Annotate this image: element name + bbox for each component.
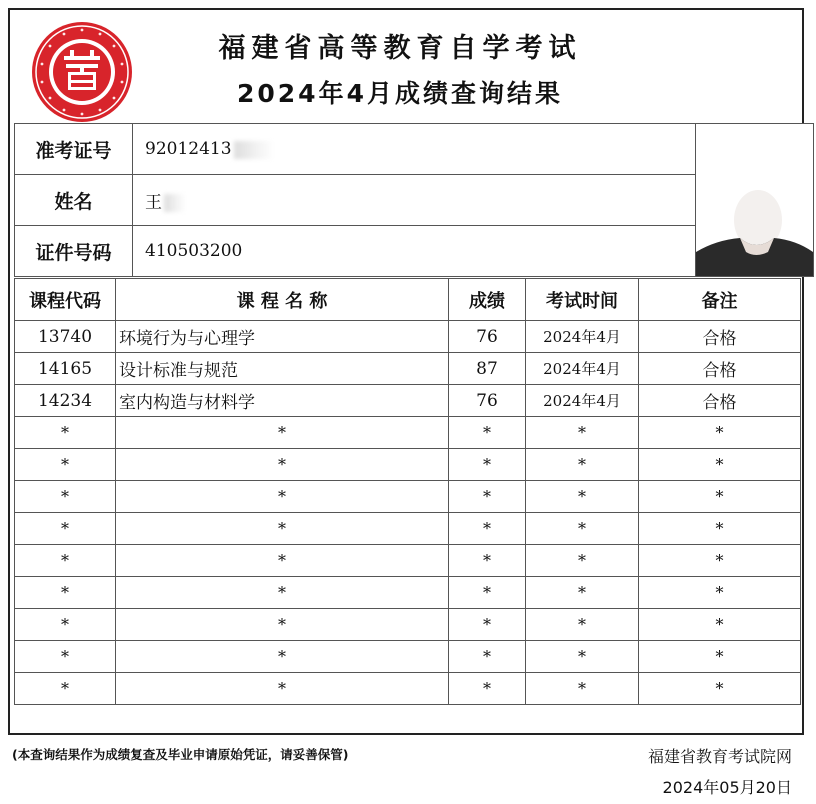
id-value-cell bbox=[133, 124, 696, 175]
score: * bbox=[449, 609, 526, 641]
info-row-id bbox=[15, 124, 814, 175]
course-name: * bbox=[116, 545, 449, 577]
course-code: * bbox=[15, 641, 116, 673]
course-code: * bbox=[15, 513, 116, 545]
course-name: * bbox=[116, 641, 449, 673]
header-course-name: 课 程 名 称 bbox=[116, 279, 449, 321]
exam-time: * bbox=[526, 577, 639, 609]
score: * bbox=[449, 417, 526, 449]
redaction-blur bbox=[234, 141, 274, 159]
score: * bbox=[449, 641, 526, 673]
id-value: 92012413 bbox=[145, 139, 232, 159]
exam-time: * bbox=[526, 481, 639, 513]
course-code: * bbox=[15, 609, 116, 641]
course-name: 设计标准与规范 bbox=[116, 353, 449, 385]
course-name: * bbox=[116, 609, 449, 641]
course-code: * bbox=[15, 481, 116, 513]
name-value-cell bbox=[133, 175, 696, 226]
course-name: 环境行为与心理学 bbox=[116, 321, 449, 353]
exam-time: * bbox=[526, 609, 639, 641]
table-row bbox=[15, 641, 801, 673]
issuer-name: 福建省教育考试院网 bbox=[647, 747, 792, 766]
remark: * bbox=[639, 609, 801, 641]
course-name: * bbox=[116, 673, 449, 705]
remark: * bbox=[639, 545, 801, 577]
exam-time: * bbox=[526, 673, 639, 705]
exam-time: 2024年4月 bbox=[526, 353, 639, 385]
course-name: * bbox=[116, 417, 449, 449]
table-row bbox=[15, 481, 801, 513]
score: 87 bbox=[449, 353, 526, 385]
exam-time: 2024年4月 bbox=[526, 321, 639, 353]
course-name: 室内构造与材料学 bbox=[116, 385, 449, 417]
exam-time: * bbox=[526, 417, 639, 449]
course-code: 14234 bbox=[15, 385, 116, 417]
info-row-cert bbox=[15, 226, 814, 277]
cert-value: 410503200 bbox=[133, 226, 696, 277]
exam-time: * bbox=[526, 513, 639, 545]
score: * bbox=[449, 449, 526, 481]
course-code: * bbox=[15, 449, 116, 481]
cert-label: 证件号码 bbox=[15, 226, 133, 277]
header-course-code: 课程代码 bbox=[15, 279, 116, 321]
table-row bbox=[15, 545, 801, 577]
photo-cell bbox=[696, 124, 814, 277]
score: * bbox=[449, 673, 526, 705]
score: * bbox=[449, 481, 526, 513]
remark: * bbox=[639, 577, 801, 609]
name-label: 姓名 bbox=[15, 175, 133, 226]
exam-institute-seal-icon bbox=[30, 20, 134, 124]
table-row bbox=[15, 609, 801, 641]
exam-time: 2024年4月 bbox=[526, 385, 639, 417]
remark: 合格 bbox=[639, 385, 801, 417]
table-row bbox=[15, 577, 801, 609]
remark: * bbox=[639, 449, 801, 481]
table-row bbox=[15, 321, 801, 353]
table-row bbox=[15, 417, 801, 449]
remark: 合格 bbox=[639, 321, 801, 353]
remark: * bbox=[639, 513, 801, 545]
remark: * bbox=[639, 417, 801, 449]
header-exam-time: 考试时间 bbox=[526, 279, 639, 321]
course-name: * bbox=[116, 577, 449, 609]
name-value: 王 bbox=[145, 192, 162, 213]
exam-time: * bbox=[526, 545, 639, 577]
course-code: * bbox=[15, 673, 116, 705]
course-code: * bbox=[15, 417, 116, 449]
table-row bbox=[15, 449, 801, 481]
exam-time: * bbox=[526, 449, 639, 481]
issue-date: 2024年05月20日 bbox=[662, 778, 792, 797]
remark: * bbox=[639, 481, 801, 513]
score: 76 bbox=[449, 385, 526, 417]
page-title: 福建省高等教育自学考试 bbox=[218, 33, 582, 64]
score: * bbox=[449, 513, 526, 545]
course-name: * bbox=[116, 481, 449, 513]
score: * bbox=[449, 577, 526, 609]
table-row bbox=[15, 353, 801, 385]
remark: * bbox=[639, 641, 801, 673]
remark: 合格 bbox=[639, 353, 801, 385]
course-code: 14165 bbox=[15, 353, 116, 385]
exam-time: * bbox=[526, 641, 639, 673]
footer-note: (本查询结果作为成绩复查及毕业申请原始凭证，请妥善保管) bbox=[12, 747, 349, 762]
remark: * bbox=[639, 673, 801, 705]
course-code: 13740 bbox=[15, 321, 116, 353]
candidate-info-table bbox=[14, 123, 814, 277]
course-code: * bbox=[15, 577, 116, 609]
redaction-blur bbox=[164, 194, 186, 212]
id-label: 准考证号 bbox=[15, 124, 133, 175]
score: 76 bbox=[449, 321, 526, 353]
grades-header-row bbox=[15, 279, 801, 321]
page-subtitle: 2024年4月成绩查询结果 bbox=[237, 79, 563, 108]
course-code: * bbox=[15, 545, 116, 577]
header-remark: 备注 bbox=[639, 279, 801, 321]
candidate-photo bbox=[696, 124, 813, 276]
score: * bbox=[449, 545, 526, 577]
course-name: * bbox=[116, 513, 449, 545]
grades-table bbox=[14, 278, 801, 705]
course-name: * bbox=[116, 449, 449, 481]
table-row bbox=[15, 513, 801, 545]
info-row-name bbox=[15, 175, 814, 226]
table-row bbox=[15, 385, 801, 417]
table-row bbox=[15, 673, 801, 705]
header-score: 成绩 bbox=[449, 279, 526, 321]
